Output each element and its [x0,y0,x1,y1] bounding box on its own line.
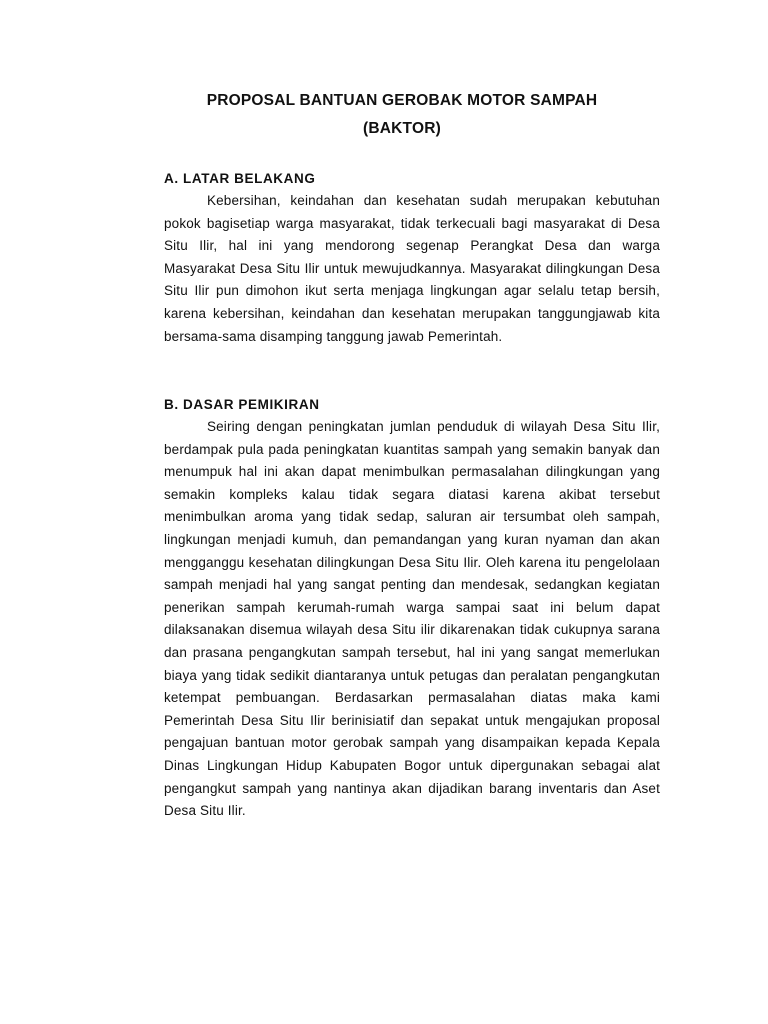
section-body-dasar-pemikiran: Seiring dengan peningkatan jumlan penduduk di wilayah Desa Situ Ilir, berdampak pula pada peningkatan kuantitas sampah yang semakin banyak dan menumpuk hal ini akan dapat menimbulkan permasalahan dilingkungan yang semakin kompleks kalau tidak segara diatasi karena akibat tersebut menimbulkan aroma yang tidak sedap, saluran air tersumbat oleh sampah, lingkungan menjadi kumuh, dan pemandangan yang kuran nyaman dan akan mengganggu kesehatan dilingkungan Desa Situ Ilir. Oleh karena itu pengelolaan sampah menjadi hal yang sangat penting dan mendesak, sedangkan kegiatan penerikan sampah kerumah-rumah warga sampai saat ini belum dapat dilaksanakan disemua wilayah desa Situ ilir dikarenakan tidak cukupnya sarana dan prasana pengangkutan sampah tersebut, hal ini yang sangat memerlukan biaya yang tidak sedikit diantaranya untuk petugas dan peralatan pengangkutan ketempat pembuangan. Berdasarkan permasalahan diatas maka kami Pemerintah Desa Situ Ilir berinisiatif dan sepakat untuk mengajukan proposal pengajuan bantuan motor gerobak sampah yang disampaikan kepada Kepala Dinas Lingkungan Hidup Kabupaten Bogor untuk dipergunakan sebagai alat pengangkut sampah yang nantinya akan dijadikan barang inventaris dan Aset Desa Situ Ilir. [164,419,660,819]
section-body-latar-belakang: Kebersihan, keindahan dan kesehatan sudah merupakan kebutuhan pokok bagisetiap warga masyarakat, tidak terkecuali bagi masyarakat di Desa Situ Ilir, hal ini yang mendorong segenap Perangkat Desa dan warga Masyarakat Desa Situ Ilir untuk mewujudkannya. Masyarakat dilingkungan Desa Situ Ilir pun dimohon ikut serta menjaga lingkungan agar selalu tetap bersih, karena kebersihan, keindahan dan kesehatan merupakan tanggungjawab kita bersama-sama disamping tanggung jawab Pemerintah. [164,193,660,344]
document-title: PROPOSAL BANTUAN GEROBAK MOTOR SAMPAH [206,92,598,109]
section-heading-dasar-pemikiran: B. DASAR PEMIKIRAN [164,397,320,412]
document-subtitle: (BAKTOR) [363,120,441,137]
section-heading-latar-belakang: A. LATAR BELAKANG [164,171,316,186]
